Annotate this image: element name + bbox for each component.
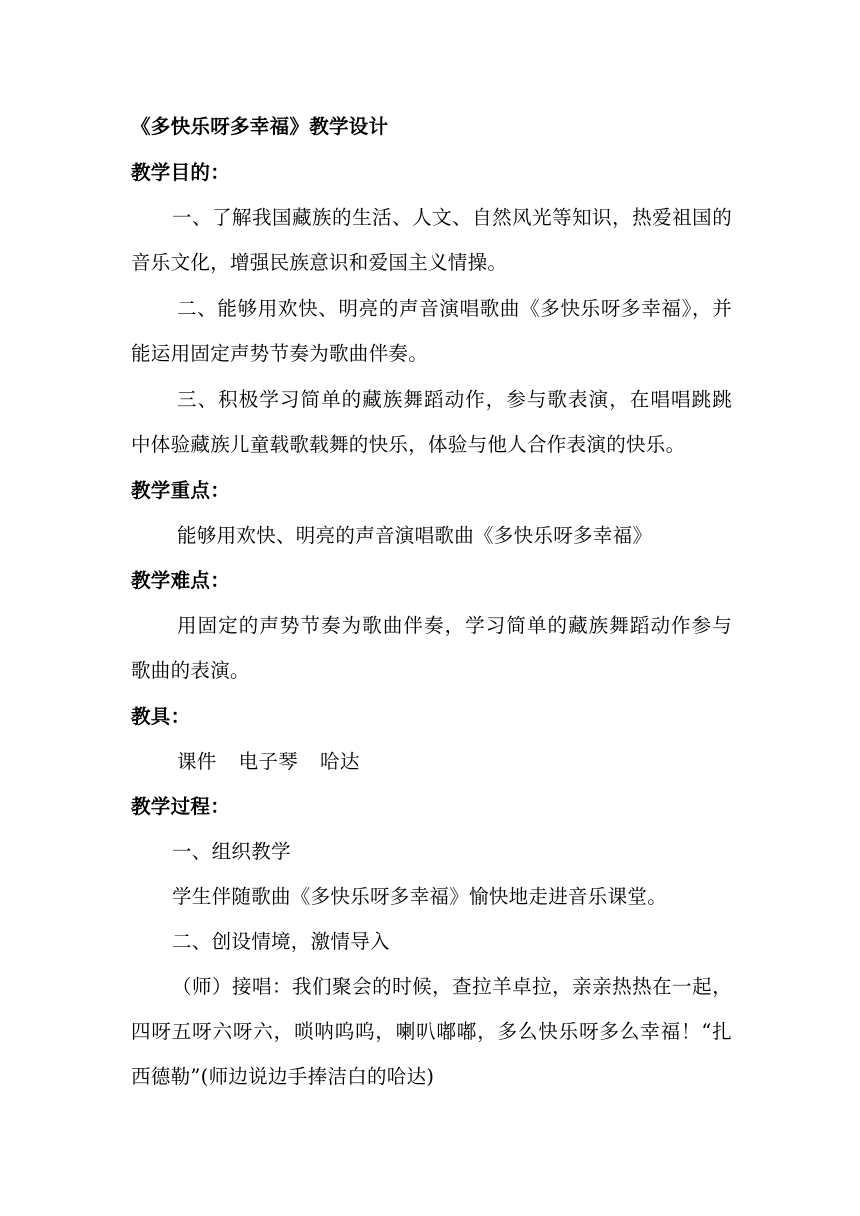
tools-list — [177, 739, 732, 784]
tool-courseware: 课件 — [177, 750, 217, 773]
objective-2-line-1: 二、能够用欢快、明亮的声音演唱歌曲《多快乐呀多幸福》，并 — [177, 297, 732, 320]
process-step-2-line-2: 四呀五呀六呀六，唢呐呜呜，喇叭嘟嘟，多么快乐呀多么幸福！“扎 — [131, 1020, 732, 1043]
difficulties-line-2: 歌曲的表演。 — [131, 659, 250, 682]
objective-1-line-1: 一、了解我国藏族的生活、人文、自然风光等知识，热爱祖国的 — [172, 206, 732, 229]
objective-3-line-1: 三、积极学习简单的藏族舞蹈动作，参与歌表演，在唱唱跳跳 — [177, 388, 732, 411]
document-title: 《多快乐呀多幸福》教学设计 — [131, 115, 389, 138]
process-step-2-line-1: （师）接唱：我们聚会的时候，查拉羊卓拉，亲亲热热在一起， — [172, 975, 732, 998]
objective-3-line-2: 中体验藏族儿童载歌载舞的快乐，体验与他人合作表演的快乐。 — [131, 433, 686, 456]
tool-keyboard: 电子琴 — [238, 750, 299, 773]
objectives-heading: 教学目的： — [131, 161, 231, 184]
process-step-1-text: 学生伴随歌曲《多快乐呀多幸福》愉快地走进音乐课堂。 — [172, 885, 668, 908]
tool-hada: 哈达 — [320, 750, 360, 773]
objective-2-line-2: 能运用固定声势节奏为歌曲伴奏。 — [131, 342, 429, 365]
process-step-2-title: 二、创设情境，激情导入 — [172, 930, 390, 953]
tools-heading: 教具： — [131, 705, 191, 728]
difficulties-heading: 教学难点： — [131, 569, 231, 592]
process-heading: 教学过程： — [131, 795, 231, 818]
difficulties-line-1: 用固定的声势节奏为歌曲伴奏，学习简单的藏族舞蹈动作参与 — [177, 614, 732, 637]
process-step-1-title: 一、组织教学 — [172, 840, 291, 863]
objective-1-line-2: 音乐文化，增强民族意识和爱国主义情操。 — [131, 251, 508, 274]
process-step-2-line-3: 西德勒”(师边说边手捧洁白的哈达) — [131, 1065, 435, 1088]
key-points-text: 能够用欢快、明亮的声音演唱歌曲《多快乐呀多幸福》 — [177, 524, 653, 547]
key-points-heading: 教学重点： — [131, 479, 231, 502]
